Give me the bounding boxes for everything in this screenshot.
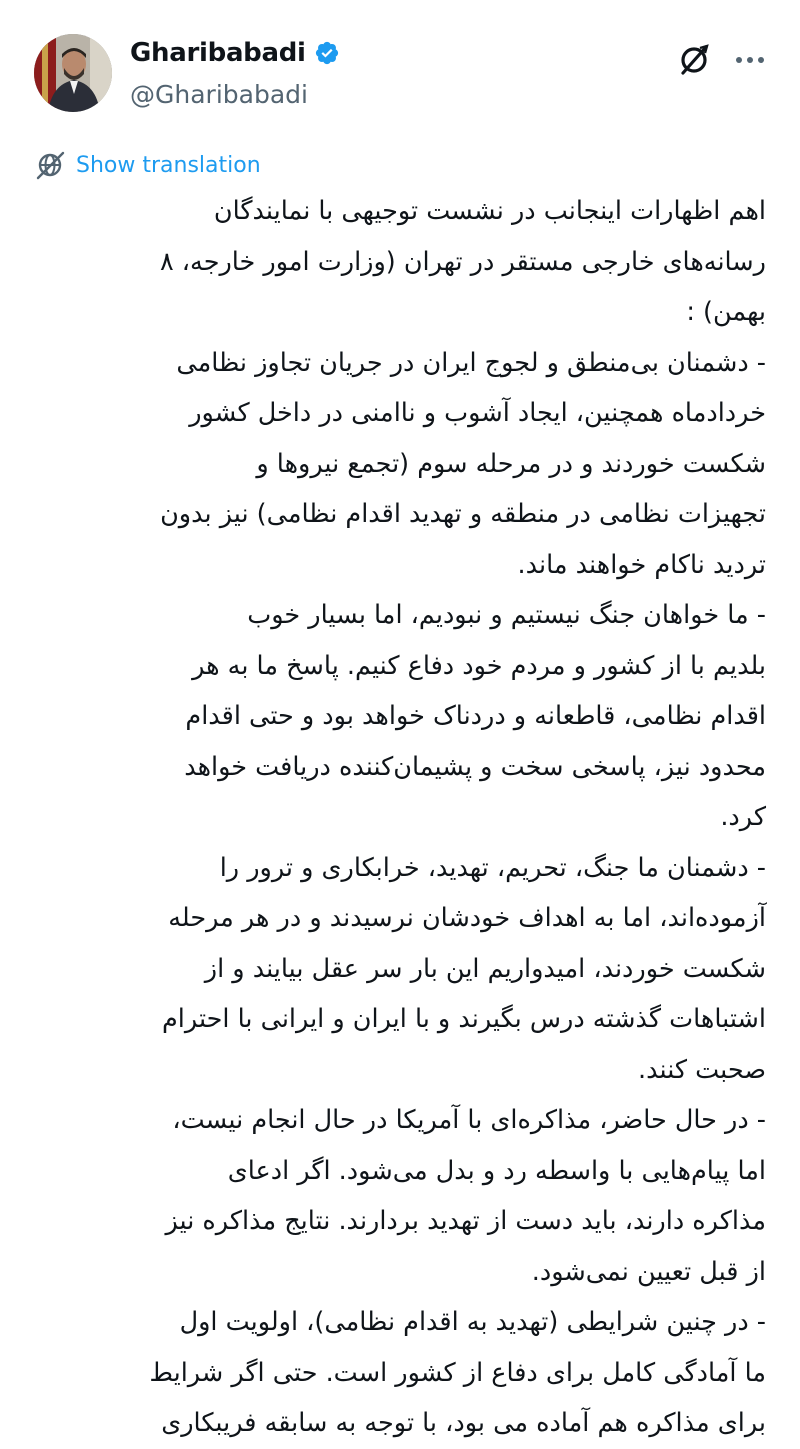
tweet-line: برای مذاکره هم آماده می بود، با توجه به سابقه فریبکاری [161,1408,766,1438]
tweet-line: اهم اظهارات اینجانب در نشست توجیهی با نمایندگان [213,196,766,226]
tweet-line: کرد. [720,802,766,832]
tweet-line: اقدام نظامی، قاطعانه و دردناک خواهد بود و حتی اقدام [185,701,766,731]
tweet-line: بلدیم با از کشور و مردم خود دفاع کنیم. پاسخ ما به هر [192,650,766,681]
tweet-line: - دشمنان ما جنگ، تحریم، تهدید، خرابکاری و ترور را [219,852,766,883]
tweet-line: صحبت کنند. [638,1054,766,1085]
tweet-line: شکست خوردند، امیدواریم این بار سر عقل بیایند و از [204,953,766,984]
tweet-line: آزموده‌اند، اما به اهداف خودشان نرسیدند و در هر مرحله [168,903,766,933]
tweet-line: اشتباهات گذشته درس بگیرند و با ایران و ایرانی با احترام [162,1004,766,1034]
grok-slash-icon [674,40,714,80]
tweet-line: ما آمادگی کامل برای دفاع از کشور است. حتی اگر شرایط [149,1357,766,1388]
tweet-line: رسانه‌های خارجی مستقر در تهران (وزارت امور خارجه، ۸ [159,246,766,277]
tweet-line: - در حال حاضر، مذاکره‌ای با آمریکا در حال انجام نیست، [172,1105,766,1135]
tweet-line: محدود نیز، پاسخی سخت و پشیمان‌کننده دریافت خواهد [184,751,766,782]
avatar-photo [34,34,112,112]
tweet-line: شکست خوردند و در مرحله سوم (تجمع نیروها و [256,448,766,479]
tweet-text [26,186,766,1449]
tweet-line: بهمن) : [686,297,766,327]
tweet-line: اما پیام‌هایی با واسطه رد و بدل می‌شود. اگر ادعای [227,1155,766,1186]
tweet-line: تردید ناکام خواهند ماند. [517,549,766,580]
tweet-line: از قبل تعیین نمی‌شود. [531,1256,766,1287]
more-options-button[interactable] [730,40,770,80]
show-translation-link[interactable] [34,149,261,181]
grok-button[interactable] [674,40,714,80]
tweet-line: مذاکره دارند، باید دست از تهدید بردارند. نتایج مذاکره نیز [165,1206,766,1236]
tweet-line: - ما خواهان جنگ نیستیم و نبودیم، اما بسیار خوب [247,600,766,630]
tweet-line: تجهیزات نظامی در منطقه و تهدید اقدام نظامی) نیز بدون [160,499,766,529]
tweet-header [0,0,800,130]
author-name-row[interactable] [130,38,340,68]
author-display-name[interactable]: Gharibabadi [130,38,306,68]
show-translation-label[interactable]: Show translation [76,152,261,178]
tweet-line: - دشمنان بی‌منطق و لجوج ایران در جریان تجاوز نظامی [176,347,766,378]
more-dots-icon [730,40,770,80]
avatar[interactable] [34,34,112,112]
verified-badge-icon [314,40,340,66]
tweet-line: - در چنین شرایطی (تهدید به اقدام نظامی)، اولویت اول [179,1307,766,1337]
translate-globe-icon [34,149,66,181]
tweet-line: خردادماه همچنین، ایجاد آشوب و ناامنی در داخل کشور [189,398,766,428]
author-handle[interactable]: @Gharibabadi [130,80,308,109]
